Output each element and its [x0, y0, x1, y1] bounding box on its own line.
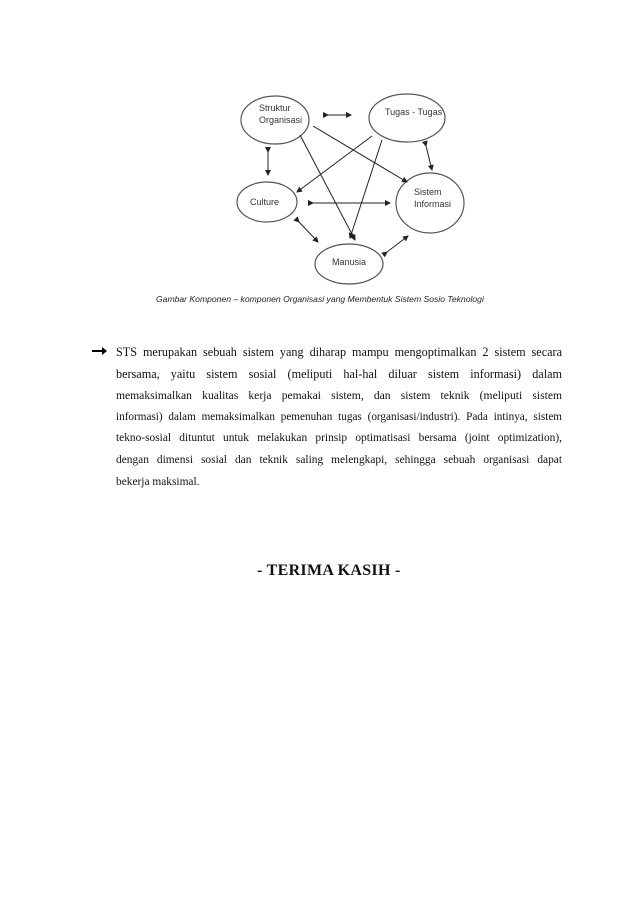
node-tugas-tugas — [369, 94, 445, 142]
paragraph-line-6: dengan dimensi sosial dan teknik saling melengkapi, sehingga sebuah organisasi dapat — [116, 453, 562, 466]
label-sistem-line1: Sistem — [414, 187, 442, 197]
paragraph-line-7: bekerja maksimal. — [116, 475, 200, 488]
closing-heading: - TERIMA KASIH - — [257, 562, 401, 579]
label-tugas: Tugas - Tugas — [385, 107, 443, 117]
label-struktur — [259, 102, 302, 126]
arrow-tugas-manusia — [350, 140, 382, 238]
arrow-tugas-sistem — [426, 146, 432, 170]
label-sistem — [414, 186, 451, 210]
label-culture: Culture — [250, 197, 280, 207]
paragraph-line-1: STS merupakan sebuah sistem yang diharap mampu mengoptimalkan 2 sistem secara — [116, 345, 562, 359]
label-struktur-line1: Struktur — [259, 103, 291, 113]
paragraph-line-4: informasi) dalam memaksimalkan pemenuhan tugas (organisasi/industri). Pada intinya, sistem — [116, 410, 562, 423]
arrow-manusia-sistem — [387, 236, 408, 252]
label-manusia: Manusia — [332, 257, 367, 267]
paragraph-line-5: tekno-sosial dituntut untuk melakukan prinsip optimatisasi bersama (joint optimization), — [116, 432, 562, 445]
body-paragraph — [92, 342, 562, 493]
arrow-struktur-manusia — [300, 135, 355, 240]
arrow-culture-manusia — [299, 222, 318, 242]
paragraph-line-2: bersama, yaitu sistem sosial (meliputi hal-hal diluar sistem informasi) dalam — [116, 366, 562, 381]
sts-diagram — [225, 80, 455, 290]
label-sistem-line2: Informasi — [414, 199, 452, 209]
paragraph-line-3: memaksimalkan kualitas kerja pemakai sistem, dan sistem teknik (meliputi sistem — [116, 389, 562, 403]
label-struktur-line2: Organisasi — [259, 115, 303, 125]
arrow-tugas-culture — [297, 136, 372, 192]
figure-caption: Gambar Komponen – komponen Organisasi yang Membentuk Sistem Sosio Teknologi — [156, 294, 484, 304]
